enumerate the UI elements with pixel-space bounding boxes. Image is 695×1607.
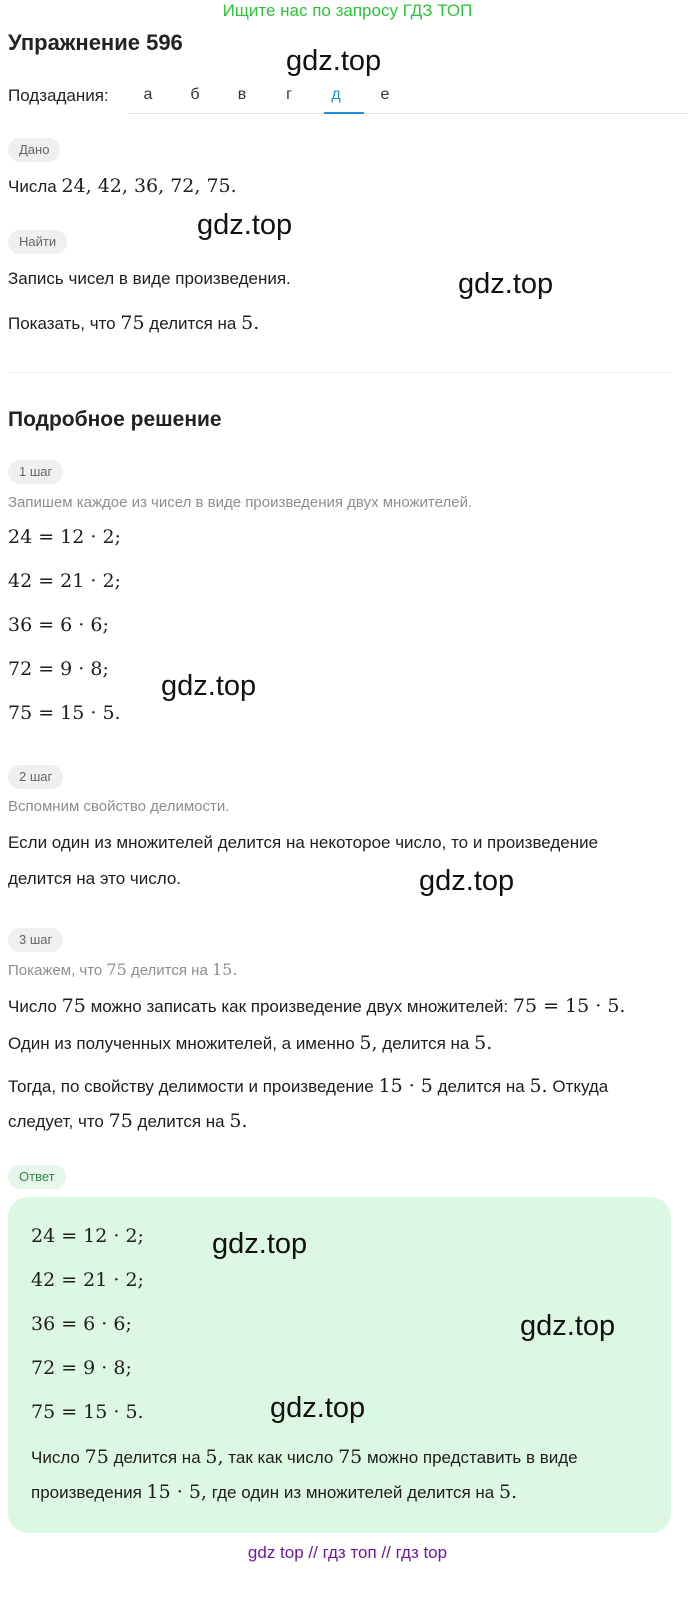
find-pill: Найти [8, 230, 67, 254]
answer-eq-2: 42 = 21 · 2; [31, 1269, 144, 1291]
step3-hint: Покажем, что 75 делится на 15. [8, 960, 238, 979]
step3-line-3: Тогда, по свойству делимости и произведение 15 · 5 делится на 5. Откуда [8, 1075, 609, 1097]
tab-e[interactable]: е [380, 86, 390, 103]
step1-eq-5: 75 = 15 · 5. [8, 702, 121, 724]
answer-eq-3: 36 = 6 · 6; [31, 1313, 132, 1335]
step1-eq-2: 42 = 21 · 2; [8, 570, 121, 592]
given-pill: Дано [8, 138, 60, 162]
step2-line-2: делится на это число. [8, 869, 182, 888]
step1-eq-4: 72 = 9 · 8; [8, 658, 109, 680]
subtasks-label: Подзадания: [8, 86, 109, 105]
find-line-1: Запись чисел в виде произведения. [8, 269, 291, 288]
tab-a[interactable]: а [143, 86, 153, 103]
tab-v[interactable]: в [237, 86, 247, 103]
page-title: Упражнение 596 [8, 30, 183, 55]
watermark: gdz.top [286, 45, 382, 77]
given-text: Числа 24, 42, 36, 72, 75. [8, 175, 237, 197]
given-numbers: 24, 42, 36, 72, 75. [61, 175, 237, 197]
watermark: gdz.top [520, 1310, 616, 1342]
watermark: gdz.top [270, 1392, 366, 1424]
step1-pill: 1 шаг [8, 460, 63, 484]
watermark: gdz.top [197, 209, 293, 241]
watermark: gdz.top [419, 865, 515, 897]
watermark: gdz.top [212, 1228, 308, 1260]
tab-g[interactable]: г [286, 86, 292, 103]
step3-line-4: следует, что 75 делится на 5. [8, 1110, 248, 1132]
watermark: gdz.top [161, 670, 257, 702]
step2-hint: Вспомним свойство делимости. [8, 798, 230, 815]
answer-text-2: произведения 15 · 5, где один из множителей делится на 5. [31, 1481, 518, 1503]
answer-eq-5: 75 = 15 · 5. [31, 1401, 144, 1423]
tab-d[interactable]: д [331, 86, 341, 103]
step1-hint: Запишем каждое из чисел в виде произведения двух множителей. [8, 494, 473, 511]
step3-line-1: Число 75 можно записать как произведение двух множителей: 75 = 15 · 5. [8, 995, 626, 1017]
step1-eq-3: 36 = 6 · 6; [8, 614, 109, 636]
step3-line-2: Один из полученных множителей, а именно 5, делится на 5. [8, 1032, 493, 1054]
step1-eq-1: 24 = 12 · 2; [8, 526, 121, 548]
answer-pill: Ответ [8, 1165, 66, 1189]
answer-text-1: Число 75 делится на 5, так как число 75 можно представить в виде [31, 1446, 578, 1468]
footer-links[interactable]: gdz top // гдз топ // гдз top [247, 1543, 448, 1562]
step2-pill: 2 шаг [8, 765, 63, 789]
step2-line-1: Если один из множителей делится на некоторое число, то и произведение [8, 833, 599, 852]
active-tab-indicator [324, 112, 364, 114]
watermark: gdz.top [458, 268, 554, 300]
solution-heading: Подробное решение [8, 408, 222, 431]
answer-eq-4: 72 = 9 · 8; [31, 1357, 132, 1379]
find-line-2: Показать, что 75 делится на 5. [8, 312, 260, 334]
subtask-tabs [128, 80, 688, 114]
tab-b[interactable]: б [190, 86, 200, 103]
promo-banner: Ищите нас по запросу ГДЗ ТОП [222, 1, 473, 20]
step3-pill: 3 шаг [8, 928, 63, 952]
answer-eq-1: 24 = 12 · 2; [31, 1225, 144, 1247]
section-divider [8, 372, 672, 373]
